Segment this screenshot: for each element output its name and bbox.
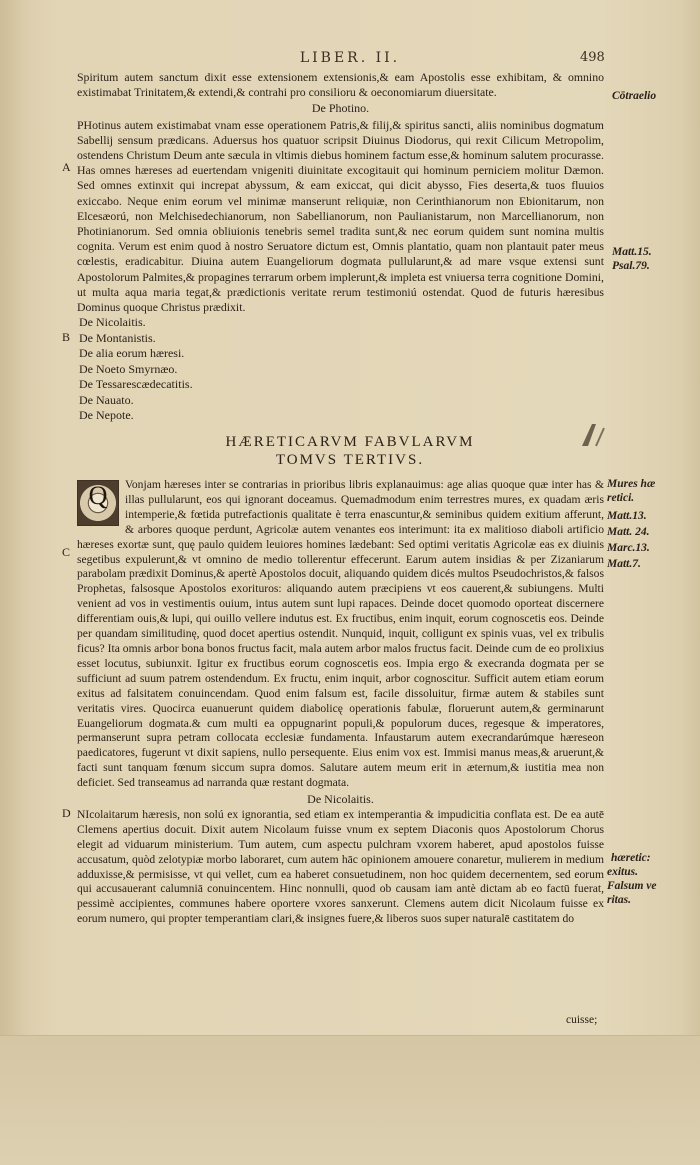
margin-note-matt24: Matt. 24. <box>607 526 650 538</box>
list-item: De Montanistis. <box>79 330 156 345</box>
section-title-nicolaitis: De Nicolaitis. <box>307 792 374 807</box>
page-number: 498 <box>580 50 605 65</box>
margin-note-mures: Mures hæ <box>607 478 656 490</box>
text-block-bottom <box>77 478 604 927</box>
chapter-list <box>77 315 604 424</box>
paragraph-quoniam: Vonjam hæreses inter se contrarias in prioribus libris explanauimus: age alias quoque quæ inter has & illas pullularunt, eos qui ignorant doceamus. Quemadmodum enim terrestres mures, ex quadam æris intemperie,& fœtida putrefactionis qualitate è terra enascuntur,& seminibus quidem exitium afferunt, & arbores quoque perdunt, Agricolæ autem venantes eos interimunt: ita ex malitioso diaboli artificio hæreses exortæ sunt, quę paulo quidem leuiores homines lædebant: Sed optimi veritatis Agricolæ eas ex diuinis segetibus expulerunt,& vt omnino de medio tollerentur effecerunt. Earum autem insidias & per Zizaniarum parabolam prædixit Dominus,& apertè Apostolos docuit, aliquando quidem dicés multos Pseudochristos,& falsos Prophetas, falsosque Apostolos exorituros: aliquando autem præcipiens vt eos cauerent,& subiungens. Multi venient ad vos in vestimentis ouium, intus autem sunt lupi rapaces. Deinde docet quomodo oporteat discernere differentiam ouis,& lupi, qui ouillo vellere indutus est. Ex fructibus, enim inquit, eorum cognoscetis eos. Deinde per quandam similitudinę, quod docet apertius ostendit. Nunquid, inquit, colligunt ex spinis vuas, vel ex tribulis ficus? Ita omnis arbor bona bonos fructus facit, mala autem arbor malos fructus facit. Deinde cum de eo prolixius esset locutus, subiunxit. Igitur ex fructibus eorum cognoscetis eos. Impia ergo & execranda dogmata per se sufficiunt ad suum patrem ostendendum. Ex fructu, enim inquit, arbor cognoscitur. Sufficit autem etiam eorum exitus ad falsitatem conuincendam. Quod enim falsum est, facile dissoluitur, firmæ autem & stabiles sunt veritatis vires. Quocirca euanuerunt quidem diabolicę operationis fabulæ, floruerunt autem,& germinarunt Euangeliorum dogmata.& cum multi ea oppugnarint populi,& populorum duces, regesque & imperatores, permanserunt supra petram collocata ecclesiæ fundamenta. Infaustarum autem execrandarúmque hæreseon paedicatores, fugerunt vt dixit sapiens, nullo persequente. Eius enim vox est. Immisi manus meas,& aruerunt,& facti sunt tanquam fœnum siccum supra domos. Salutare autem meum erit in æternum,& iustitia mea non deficiet. Sed transeamus ad narranda quæ restant dogmata. <box>77 478 604 790</box>
margin-note-ritas: ritas. <box>607 894 631 906</box>
paragraph-nicolaitarum: NIcolaitarum hæresis, non solú ex ignorantia, sed etiam ex intemperantia & impudicitia conflata est. De ea autē Clemens apertius docuit. Dixit autem Nicolaum fuisse vnum ex septem Diaconis quos Apostolorum Chorus elegit ad viduarum ministerium. Tum autem, cum aspectu pulchram vxorem haberet, apud apostolos fuisse accusatum, quòd zelotypiæ morbo laboraret, cum autem hāc opinionem amouere conaretur, mulierem in medium adduxisse,& permisisse, vt qui vellet, cum ea haberet consuetudinem, non hoc quidem decernentem, sed eorum qui accusauerant calumniā conuincentem. Hinc nonnulli, quod ob causam iam antè dictam ab eo factū fuerat, pessimè accipientes, communes habere oportere vxores sanxerunt. Clemens autem dicit Nicolaum fuisse ex eorum numero, qui propter temperantiam clari,& insignes fuere,& liberos suos super naturalē castitatem do <box>77 807 604 926</box>
section-title-photino: De Photino. <box>311 101 370 116</box>
ornament-icon <box>578 420 608 450</box>
catchword: cuisse; <box>566 1014 598 1026</box>
text-block-top <box>77 70 604 424</box>
margin-note-haeretic: hæretic: <box>611 852 651 864</box>
paragraph-spiritum: Spiritum autem sanctum dixit esse extensionem extensionis,& eam Apostolis esse exhibitam, & omnino existimabat Trinitatem,& extendi,& contrahi pro consilioru & oeconomiarum diuersitate. <box>77 70 604 100</box>
ornamental-initial: Q <box>77 480 119 526</box>
margin-note-exitus: exitus. <box>607 866 638 878</box>
section-letter-a: A <box>62 160 71 174</box>
margin-note-matt13: Matt.13. <box>607 510 647 522</box>
list-item: De Noeto Smyrnæo. <box>79 361 178 376</box>
list-item: De Tessarescædecatitis. <box>79 377 193 392</box>
section-letter-c: C <box>62 545 71 559</box>
list-item: De Nepote. <box>79 408 134 423</box>
margin-note-matt7: Matt.7. <box>607 558 641 570</box>
margin-note-falsum: Falsum ve <box>607 880 657 892</box>
section-letter-b: B <box>62 330 71 344</box>
paragraph-photinus: PHotinus autem existimabat vnam esse operationem Patris,& filij,& spiritus sancti, aliis nominibus dogmatum Sabellij sensum prædicans. Aduersus hos quatuor scripsit Diuinus Diodorus, qui rexit Cilicum Metropolim, ostendens Christum Deum ante sæcula in vltimis diebus hominem factum esse,& hominum salutem procurasse. Has omnes hæreses ad euertendam vnigeniti diuinitate excogitauit qui hominum perniciem molitur Dæmon. Sed omnes extinxit qui increpat abyssum, & eam exiccat, qui dicit abysso, Fies deserta,& tuos fluuios exiccabo. Neque enim eorum vel minimæ manserunt reliquiæ, non Cerinthianorum non Ebionitarum, non Elcesæorú, non Melchisedechianorum, non Sabellianorum, non Paulianistarum, non Marcellianorum, non Photinianorum. Sed omnia obliuionis tenebris semel tradita sunt,& nec eorum quidem sunt nomina multis cognita. Verum est enim quod à nostro Seruatore dictum est, Omnis plantatio, quam non plantauit pater meus cœlestis, eradicabitur. Diuina autem Euangeliorum dogmata pullularunt,& ad mare vsque extensi sunt Apostolorum Palmites,& propagines terrarum orbem implerunt,& impleta est vniuersa terra cognitione Domini, ut multa aqua maria tegat,& prædictionis veritate rerum testimoniú ostendat. Quod de futuris hæresibus Dominus quoque Christus prædixit. <box>77 117 604 315</box>
scan-background <box>0 1035 700 1165</box>
margin-note-marc13: Marc.13. <box>607 542 650 554</box>
tome-title-line2: TOMVS TERTIVS. <box>275 452 425 468</box>
list-item: De alia eorum hæresi. <box>79 346 185 361</box>
margin-note-psal79: Psal.79. <box>612 260 650 272</box>
margin-note-matt15: Matt.15. <box>612 246 652 258</box>
running-title: LIBER. II. <box>299 50 401 66</box>
section-letter-d: D <box>62 806 71 820</box>
margin-note-retici: retici. <box>607 492 635 504</box>
list-item: De Nauato. <box>79 392 134 407</box>
list-item: De Nicolaitis. <box>79 315 146 330</box>
margin-note-cotraelio: Cōtraelio <box>612 90 657 102</box>
tome-title-line1: HÆRETICARVM FABVLARVM <box>225 434 475 450</box>
